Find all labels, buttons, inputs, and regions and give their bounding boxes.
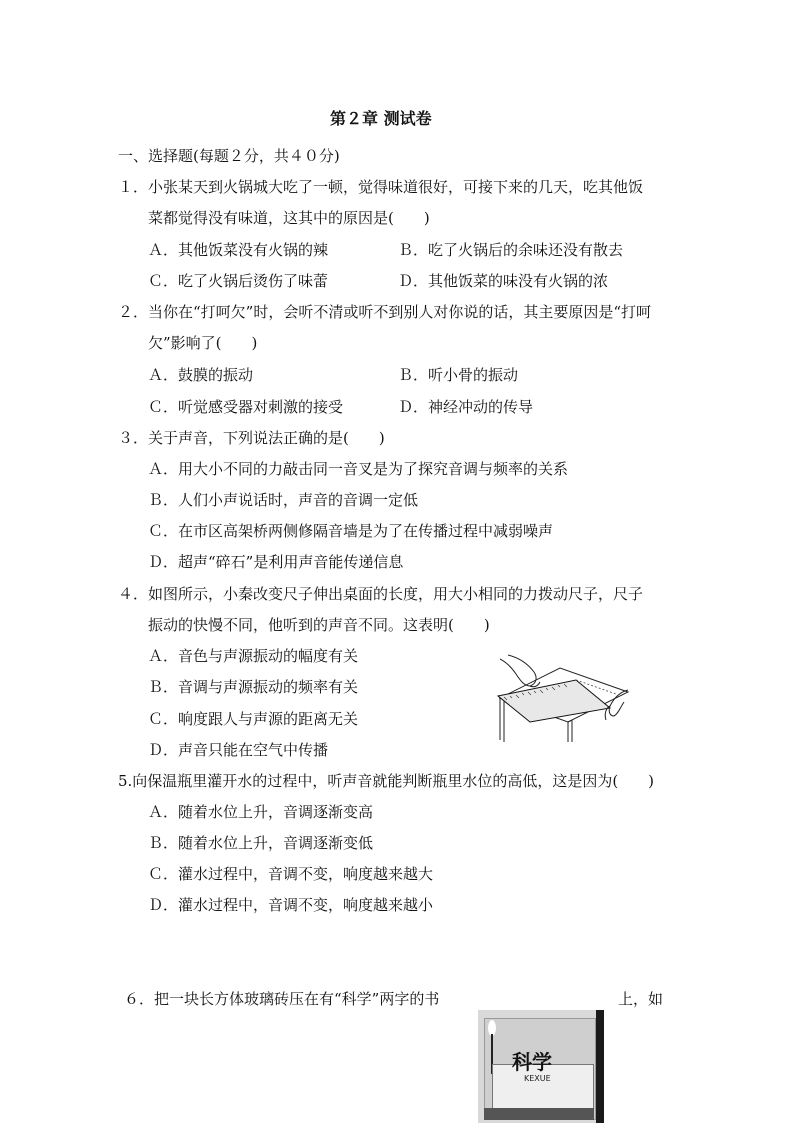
page-title: 第２章 测试卷 [330,109,432,128]
q5-line1: 5.向保温瓶里灌开水的过程中，听声音就能判断瓶里水位的高低，这是因为( ) [118,772,655,790]
q1-option-d: Ｄ．其他饭菜的味没有火锅的浓 [398,272,609,290]
q2-line2: 欠”影响了( ) [148,334,258,352]
q2-option-b: Ｂ．听小骨的振动 [398,366,519,384]
glass-block-figure [478,1010,604,1123]
glass-block-big-text: 科学 [512,1050,552,1074]
q3-line1: ３．关于声音，下列说法正确的是( ) [118,429,385,447]
q1-option-a: Ａ．其他饭菜没有火锅的辣 [148,241,329,259]
q5-option-b: Ｂ．随着水位上升，音调逐渐变低 [148,834,374,852]
q6-line1-part2: 上，如 [618,990,664,1008]
q3-option-a: Ａ．用大小不同的力敲击同一音叉是为了探究音调与频率的关系 [148,460,569,478]
q1-line2: 菜都觉得没有味道，这其中的原因是( ) [148,209,430,227]
q4-line2: 振动的快慢不同，他听到的声音不同。这表明( ) [148,616,490,634]
q4-option-c: Ｃ．响度跟人与声源的距离无关 [148,710,359,728]
q5-option-a: Ａ．随着水位上升，音调逐渐变高 [148,803,374,821]
section-heading: 一、选择题(每题２分，共４０分) [118,147,340,165]
q2-line1: ２．当你在“打呵欠”时，会听不清或听不到别人对你说的话，其主要原因是“打呵 [118,303,652,321]
q2-option-c: Ｃ．听觉感受器对刺激的接受 [148,398,344,416]
ruler-table-figure [490,650,630,745]
q6-line1-part1: ６．把一块长方体玻璃砖压在有“科学”两字的书 [124,990,440,1008]
glass-block-small-text: KEXUE [524,1074,551,1083]
q1-option-c: Ｃ．吃了火锅后烫伤了味蕾 [148,272,329,290]
q3-option-c: Ｃ．在市区高架桥两侧修隔音墙是为了在传播过程中减弱噪声 [148,522,554,540]
q5-option-c: Ｃ．灌水过程中，音调不变，响度越来越大 [148,865,434,883]
q3-option-b: Ｂ．人们小声说话时，声音的音调一定低 [148,491,419,509]
q4-option-b: Ｂ．音调与声源振动的频率有关 [148,678,359,696]
q4-line1: ４．如图所示，小秦改变尺子伸出桌面的长度，用大小相同的力拨动尺子，尺子 [118,585,644,603]
q1-option-b: Ｂ．吃了火锅后的余味还没有散去 [398,241,624,259]
q5-option-d: Ｄ．灌水过程中，音调不变，响度越来越小 [148,896,434,914]
q4-option-a: Ａ．音色与声源振动的幅度有关 [148,647,359,665]
q4-option-d: Ｄ．声音只能在空气中传播 [148,741,329,759]
q2-option-d: Ｄ．神经冲动的传导 [398,398,534,416]
q3-option-d: Ｄ．超声“碎石”是利用声音能传递信息 [148,553,404,571]
q1-line1: １．小张某天到火锅城大吃了一顿，觉得味道很好，可接下来的几天，吃其他饭 [118,178,644,196]
q2-option-a: Ａ．鼓膜的振动 [148,366,254,384]
